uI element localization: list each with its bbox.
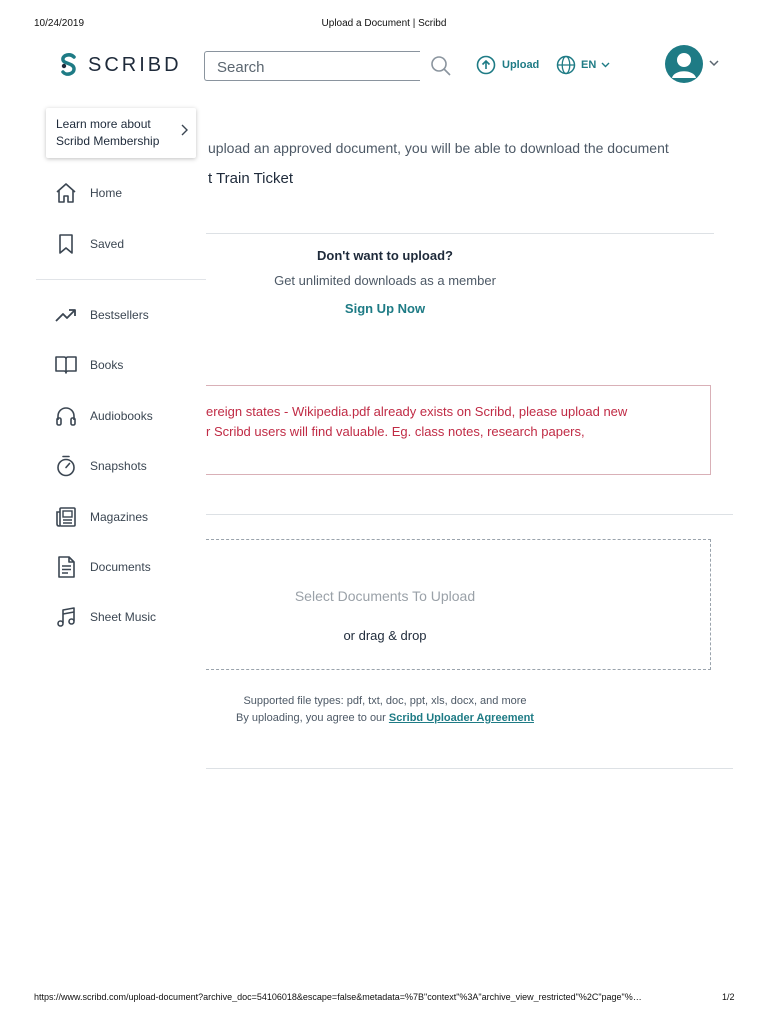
search-icon[interactable] (430, 55, 452, 77)
no-upload-subtitle: Get unlimited downloads as a member (274, 273, 496, 288)
chevron-down-icon (601, 62, 610, 68)
membership-promo[interactable] (46, 108, 196, 158)
sidebar-item-home[interactable] (54, 180, 122, 206)
sign-up-link[interactable]: Sign Up Now (344, 301, 426, 316)
select-documents-button[interactable]: Select Documents To Upload (294, 588, 476, 604)
error-line-2: r Scribd users will find valuable. Eg. class notes, research papers, (206, 424, 585, 439)
search-input[interactable] (215, 53, 399, 81)
supported-file-types: Supported file types: pdf, txt, doc, ppt, xls, docx, and more (243, 695, 527, 707)
divider-middle (206, 514, 733, 515)
divider-bottom (206, 768, 733, 769)
language-label: EN (581, 59, 597, 71)
globe-icon (556, 55, 576, 75)
sidebar-item-snapshots[interactable] (54, 453, 147, 479)
sidebar-item-documents[interactable] (54, 554, 151, 580)
music-icon (54, 605, 78, 629)
membership-line-2: Scribd Membership (56, 134, 160, 148)
agreement-prefix: By uploading, you agree to our (236, 712, 389, 724)
sidebar-item-bestsellers[interactable] (54, 302, 149, 328)
logo-wordmark: SCRIBD (88, 53, 182, 76)
sidebar-divider (36, 279, 206, 280)
upload-intro-text: upload an approved document, you will be able to download the document (208, 140, 669, 156)
home-icon (54, 181, 78, 205)
no-upload-heading: Don't want to upload? (317, 248, 453, 263)
sidebar-item-sheet-music[interactable] (54, 604, 156, 630)
user-avatar[interactable] (664, 44, 704, 84)
uploader-agreement-link[interactable]: Scribd Uploader Agreement (388, 712, 534, 724)
error-line-1: ereign states - Wikipedia.pdf already exists on Scribd, please upload new (206, 404, 628, 419)
membership-line-1: Learn more about (56, 117, 151, 131)
chevron-right-icon (181, 124, 188, 136)
sidebar-item-label: Documents (90, 560, 151, 574)
error-message (206, 402, 706, 442)
upload-icon (476, 55, 496, 75)
sidebar-item-label: Snapshots (90, 459, 147, 473)
sidebar-item-magazines[interactable] (54, 504, 148, 530)
account-chevron-icon[interactable] (709, 60, 719, 67)
print-url: https://www.scribd.com/upload-document?archive_doc=54106018&escape=false&metadata=%7B"context"%3A"archive_view_restricted"%2C"page"%… (34, 992, 642, 1002)
sidebar-item-saved[interactable] (54, 231, 124, 257)
scribd-logo[interactable] (58, 52, 182, 78)
uploader-agreement-text (206, 712, 564, 724)
drag-drop-hint: or drag & drop (343, 628, 427, 643)
print-page-number: 1/2 (722, 992, 735, 1002)
book-icon (54, 353, 78, 377)
bookmark-icon (54, 232, 78, 256)
upload-dropzone[interactable] (206, 539, 711, 670)
search-box[interactable] (204, 51, 420, 81)
trending-icon (54, 303, 78, 327)
print-date: 10/24/2019 (34, 18, 85, 29)
print-title: Upload a Document | Scribd (321, 18, 447, 29)
sidebar-item-label: Bestsellers (90, 308, 149, 322)
language-selector[interactable] (556, 55, 610, 75)
magazine-icon (54, 505, 78, 529)
headphones-icon (54, 404, 78, 428)
stopwatch-icon (54, 454, 78, 478)
sidebar-item-label: Sheet Music (90, 610, 157, 624)
sidebar-item-label: Home (90, 186, 123, 200)
sidebar-item-books[interactable] (54, 352, 123, 378)
document-title: t Train Ticket (208, 170, 294, 187)
scribd-logo-icon (58, 52, 80, 78)
document-icon (54, 555, 78, 579)
sidebar-item-label: Saved (90, 237, 125, 251)
sidebar-item-audiobooks[interactable] (54, 403, 153, 429)
upload-label: Upload (502, 59, 540, 71)
sidebar-item-label: Magazines (90, 510, 149, 524)
sidebar-item-label: Audiobooks (90, 409, 153, 423)
divider-top (206, 233, 714, 234)
upload-button[interactable] (476, 55, 539, 75)
sidebar-item-label: Books (90, 358, 124, 372)
